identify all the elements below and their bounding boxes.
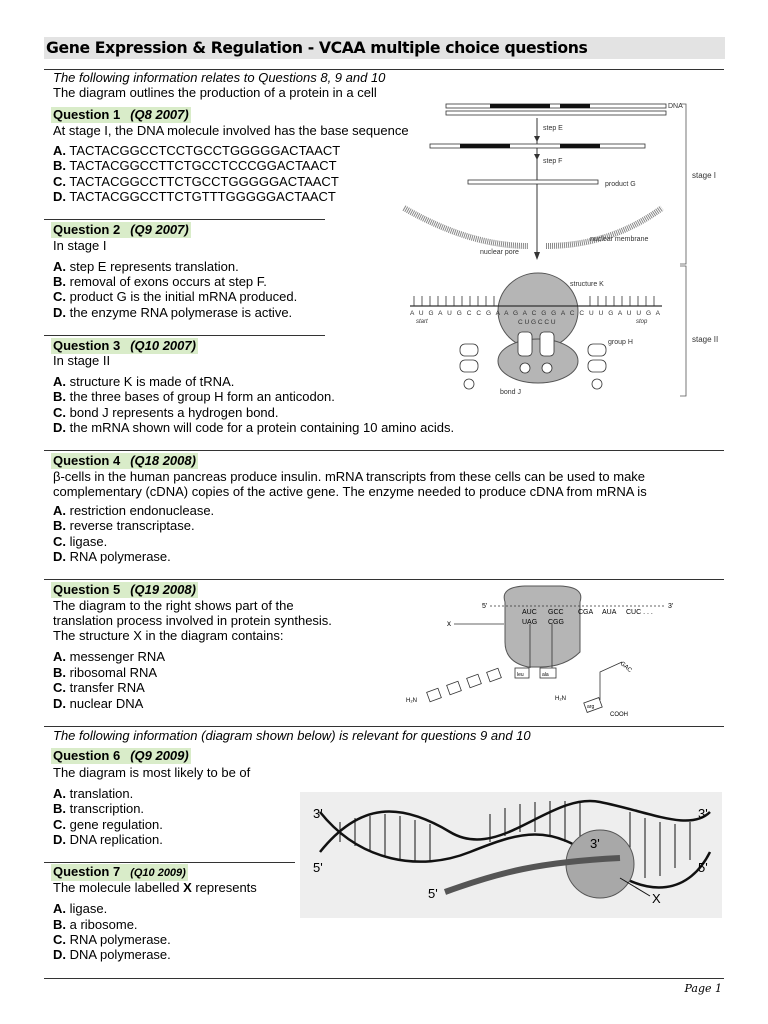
intro-text: The diagram outlines the production of a protein in a cell — [53, 85, 377, 100]
question-stem: translation process involved in protein synthesis. — [53, 613, 332, 628]
codon-bottom: UAG — [522, 619, 538, 626]
product-g — [468, 180, 598, 184]
option: B. a ribosome. — [53, 917, 138, 932]
option: D. nuclear DNA — [53, 696, 144, 711]
option: B. removal of exons occurs at step F. — [53, 274, 267, 289]
x-label: X — [652, 891, 661, 906]
dna-strands — [446, 104, 666, 115]
five-prime-label: 5' — [482, 603, 488, 610]
ribosome — [504, 586, 581, 667]
dna-label: DNA — [668, 103, 683, 110]
amino-acid-arg: arg — [587, 704, 595, 710]
label-3-prime: 3' — [590, 836, 600, 851]
label-3-prime: 3' — [698, 806, 708, 821]
question-stem: At stage I, the DNA molecule involved has the base sequence — [53, 123, 409, 138]
primary-transcript — [430, 144, 645, 148]
translation-diagram — [400, 582, 690, 722]
divider — [44, 219, 325, 220]
three-prime-label: 3' — [668, 603, 674, 610]
question-stem: β-cells in the human pancreas produce insulin. mRNA transcripts from these cells can be used to make — [53, 469, 646, 484]
step-f-label: step F — [543, 158, 563, 165]
question-source: (Q8 2007) — [130, 107, 189, 122]
anticodons: C U G C C U — [518, 319, 556, 326]
cooh-label: COOH — [610, 712, 628, 718]
bond-j-label: bond J — [500, 389, 522, 396]
option: C. transfer RNA — [53, 680, 145, 695]
option: C. RNA polymerase. — [53, 932, 171, 947]
option: B. transcription. — [53, 801, 145, 816]
option: A. structure K is made of tRNA. — [53, 374, 235, 389]
question-heading: Question 3 (Q10 2007) — [53, 338, 196, 353]
divider — [44, 726, 724, 727]
trna-group-h — [588, 344, 606, 389]
codon-top: AUC — [522, 609, 537, 616]
option: D. TACTACGGCCTTCTGTTTGGGGGACTAACT — [53, 189, 336, 204]
option: A. step E represents translation. — [53, 259, 239, 274]
h2n-label: H₂N — [406, 698, 417, 704]
codon-top: CGA — [578, 609, 594, 616]
group-h-label: group H — [608, 339, 633, 346]
option: C. TACTACGGCCTTCTGCCTGGGGGACTAACT — [53, 174, 339, 189]
question-heading: Question 7 (Q10 2009) — [53, 864, 186, 879]
x-label: x — [447, 619, 451, 628]
question-heading: Question 6 (Q9 2009) — [53, 748, 189, 763]
label-5-prime: 5' — [428, 886, 438, 901]
divider — [44, 579, 724, 580]
amino-acid-ala: ala — [542, 672, 549, 678]
h2n-label: H₂N — [555, 696, 566, 702]
option: D. DNA replication. — [53, 832, 163, 847]
label-5-prime: 5' — [698, 860, 708, 875]
option: A. restriction endonuclease. — [53, 503, 215, 518]
question-stem: In stage I — [53, 238, 107, 253]
option: C. gene regulation. — [53, 817, 163, 832]
protein-production-diagram — [400, 96, 730, 441]
option: C. ligase. — [53, 534, 108, 549]
option: C. product G is the initial mRNA produced. — [53, 289, 298, 304]
option: D. DNA polymerase. — [53, 947, 171, 962]
question-heading — [51, 107, 191, 123]
label-5-prime: 5' — [313, 860, 323, 875]
option: D. the mRNA shown will code for a protein containing 10 amino acids. — [53, 420, 455, 435]
option: B. reverse transcriptase. — [53, 518, 195, 533]
divider — [44, 450, 724, 451]
page-number: Page 1 — [684, 982, 722, 995]
product-g-label: product G — [605, 181, 636, 188]
question-heading: Question 5 (Q19 2008) — [53, 582, 196, 597]
codon-top: GCC — [548, 609, 564, 616]
codon-top: CUC . . . — [626, 609, 653, 616]
option: B. the three bases of group H form an anticodon. — [53, 389, 335, 404]
trna-left — [460, 344, 478, 389]
amino-acid-leu: leu — [517, 672, 524, 678]
gac-label: GAC — [618, 660, 633, 674]
footer-rule — [44, 978, 724, 979]
option: C. bond J represents a hydrogen bond. — [53, 405, 279, 420]
page-title: Gene Expression & Regulation - VCAA multiple choice questions — [46, 38, 588, 57]
option: D. the enzyme RNA polymerase is active. — [53, 305, 293, 320]
intro-text: The following information (diagram shown below) is relevant for questions 9 and 10 — [53, 728, 531, 743]
start-label: start — [416, 319, 428, 325]
nuclear-pore-label: nuclear pore — [480, 249, 519, 256]
option: D. RNA polymerase. — [53, 549, 171, 564]
option: A. translation. — [53, 786, 134, 801]
intro-text: The following information relates to Questions 8, 9 and 10 — [53, 70, 386, 85]
question-stem: The structure X in the diagram contains: — [53, 628, 284, 643]
step-e-label: step E — [543, 125, 563, 132]
nuclear-membrane — [404, 208, 528, 246]
mrna-sequence: A U G A U G C C G A A G A C G G A C C U U G A U U G A — [410, 310, 660, 317]
question-stem: The diagram is most likely to be of — [53, 765, 251, 780]
option: A. messenger RNA — [53, 649, 165, 664]
divider — [44, 335, 325, 336]
stop-label: stop — [636, 319, 648, 325]
question-heading: Question 2 (Q9 2007) — [53, 222, 189, 237]
stage-2-label: stage II — [692, 335, 719, 344]
question-number: Question 1 — [53, 107, 121, 122]
divider — [44, 862, 295, 863]
option: B. ribosomal RNA — [53, 665, 158, 680]
stage-1-label: stage I — [692, 171, 717, 180]
question-heading: Question 4 (Q18 2008) — [53, 453, 196, 468]
question-stem: In stage II — [53, 353, 111, 368]
codon-top: AUA — [602, 609, 617, 616]
option: B. TACTACGGCCTTCTGCCTCCCGGACTAACT — [53, 158, 337, 173]
replication-diagram — [300, 792, 722, 918]
option: A. TACTACGGCCTCCTGCCTGGGGGACTAACT — [53, 143, 341, 158]
question-stem: complementary (cDNA) copies of the active gene. The enzyme needed to produce cDNA from mRNA is — [53, 484, 647, 499]
question-stem: The diagram to the right shows part of the — [53, 598, 294, 613]
structure-k-label: structure K — [570, 281, 604, 288]
question-stem: The molecule labelled X represents — [53, 880, 257, 895]
codon-bottom: CGG — [548, 619, 564, 626]
label-3-prime: 3' — [313, 806, 323, 821]
nuclear-membrane-label: nuclear membrane — [590, 236, 649, 243]
option: A. ligase. — [53, 901, 108, 916]
